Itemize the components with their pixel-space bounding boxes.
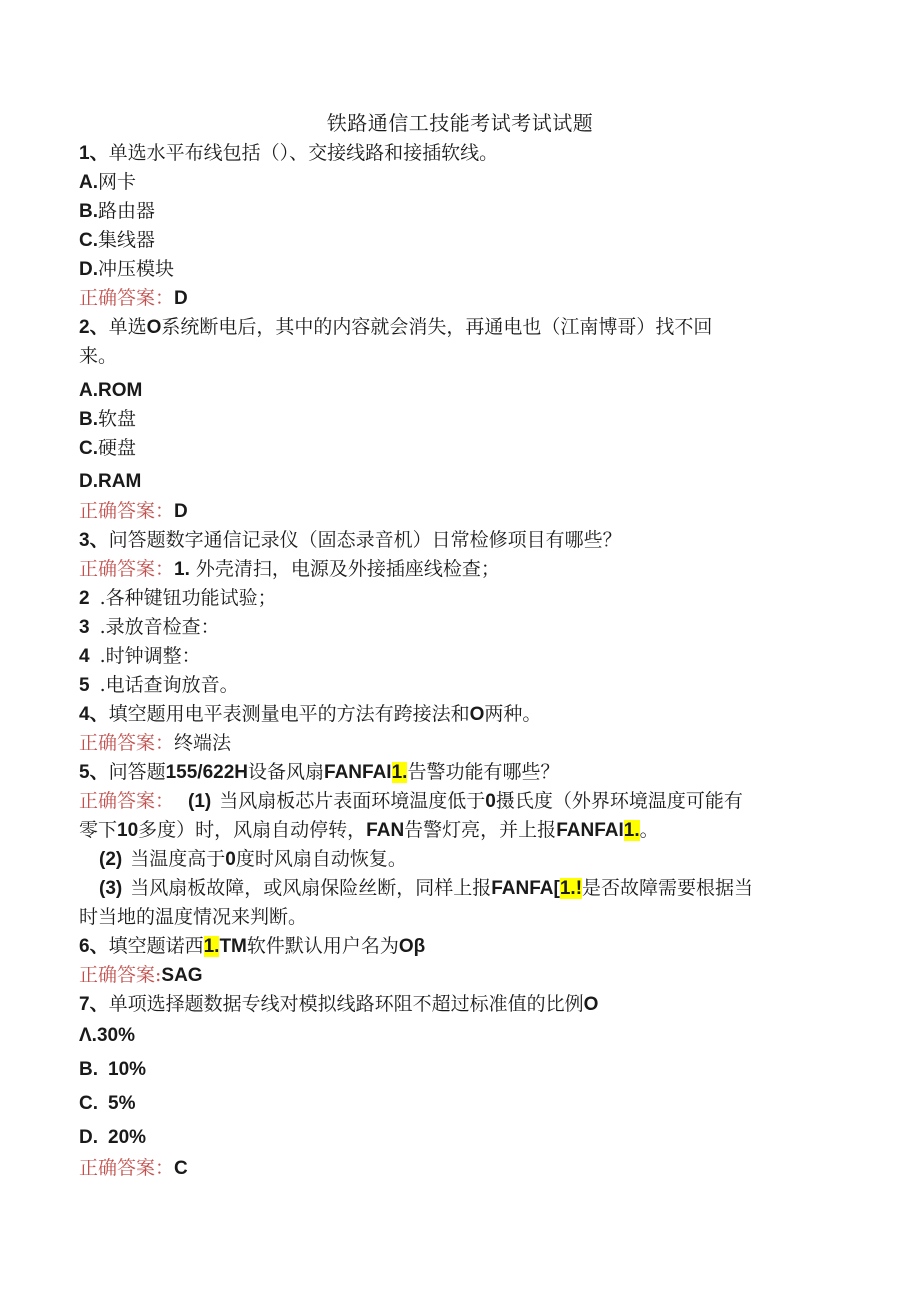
answer-text: 零下 bbox=[79, 819, 118, 841]
answer-3-line-3 bbox=[79, 613, 220, 642]
answer-label: 正确答案： bbox=[79, 790, 175, 812]
item-number: 2 bbox=[79, 588, 90, 609]
option-c bbox=[79, 226, 155, 255]
question-number: 6、 bbox=[79, 936, 109, 957]
answer-1 bbox=[79, 284, 188, 313]
option-text: 集线器 bbox=[98, 229, 156, 251]
question-number: 1、 bbox=[79, 143, 109, 164]
item-text: .录放音检查： bbox=[99, 616, 220, 638]
alarm-code: FANFAI bbox=[556, 820, 624, 841]
answer-label: 正确答案： bbox=[79, 500, 175, 522]
item-text: .时钟调整： bbox=[99, 645, 201, 667]
question-stem: 单选 bbox=[108, 316, 147, 338]
option-text: 软盘 bbox=[98, 408, 137, 430]
option-letter: D. bbox=[79, 259, 98, 280]
question-stem: 两种。 bbox=[484, 703, 542, 725]
option-letter: C. bbox=[79, 438, 98, 459]
question-stem: 单项选择题数据专线对模拟线路环阻不超过标准值的比例 bbox=[108, 993, 584, 1015]
option-a bbox=[79, 1022, 135, 1050]
answer-text: 。 bbox=[639, 819, 659, 841]
answer-text: 当风扇板芯片表面环境温度低于 bbox=[219, 790, 486, 812]
answer-value: C bbox=[174, 1158, 188, 1179]
alarm-code: FANFA[ bbox=[491, 878, 560, 899]
option-text: ROM bbox=[98, 380, 143, 401]
item-number: 4 bbox=[79, 646, 90, 667]
answer-text: 当风扇板故障，或风扇保险丝断，同样上报 bbox=[130, 877, 492, 899]
blank-marker: O bbox=[146, 317, 162, 338]
option-text: 路由器 bbox=[98, 200, 156, 222]
option-letter: A. bbox=[79, 380, 98, 401]
answer-3-line-5 bbox=[79, 671, 239, 700]
item-number: (1) bbox=[188, 791, 212, 812]
answer-5-line-2 bbox=[79, 816, 659, 845]
option-text: 30% bbox=[96, 1025, 135, 1046]
answer-7 bbox=[79, 1154, 188, 1183]
answer-text: 告警灯亮，并上报 bbox=[404, 819, 557, 841]
code: FAN bbox=[366, 820, 405, 841]
option-letter: D. bbox=[79, 471, 98, 492]
highlight-mark: 1.! bbox=[559, 878, 583, 899]
option-letter: A. bbox=[79, 172, 98, 193]
option-text: 硬盘 bbox=[98, 437, 137, 459]
option-text: 5% bbox=[108, 1093, 136, 1114]
value: 0 bbox=[225, 849, 236, 870]
question-number: 7、 bbox=[79, 994, 109, 1015]
answer-text: 度时风扇自动恢复。 bbox=[235, 848, 407, 870]
option-text: 10% bbox=[108, 1059, 147, 1080]
item-text: .各种键钮功能试验； bbox=[99, 587, 277, 609]
answer-label: 正确答案： bbox=[79, 1157, 175, 1179]
option-letter: B. bbox=[79, 1059, 98, 1080]
item-text: 外壳清扫，电源及外接插座线检查； bbox=[195, 558, 500, 580]
answer-5-line-3 bbox=[99, 845, 407, 874]
code: TM bbox=[219, 936, 247, 957]
question-1 bbox=[79, 139, 498, 168]
highlight-mark: 1. bbox=[391, 762, 408, 783]
option-letter: C. bbox=[79, 1093, 98, 1114]
answer-4 bbox=[79, 729, 231, 757]
question-stem: 告警功能有哪些？ bbox=[407, 761, 560, 783]
option-text: RAM bbox=[98, 471, 142, 492]
answer-value: 终端法 bbox=[174, 732, 232, 754]
option-letter: Λ. bbox=[79, 1025, 97, 1046]
option-text: 网卡 bbox=[98, 171, 137, 193]
highlight-mark: 1. bbox=[203, 936, 220, 957]
question-stem: 系统断电后，其中的内容就会消失，再通电也（江南博哥）找不回 bbox=[161, 316, 713, 338]
answer-5-line-4 bbox=[99, 874, 753, 903]
option-c bbox=[79, 1090, 135, 1118]
question-number: 2、 bbox=[79, 317, 109, 338]
question-number: 3、 bbox=[79, 530, 109, 551]
answer-label: 正确答案: bbox=[79, 964, 162, 986]
question-3 bbox=[79, 526, 622, 555]
item-number: (2) bbox=[99, 849, 123, 870]
option-letter: B. bbox=[79, 201, 98, 222]
model-code: 155/622H bbox=[165, 762, 248, 783]
question-stem: 软件默认用户名为 bbox=[246, 935, 399, 957]
option-a bbox=[79, 168, 136, 197]
answer-5-line-5: 时当地的温度情况来判断。 bbox=[79, 906, 308, 928]
question-6 bbox=[79, 932, 425, 961]
option-a bbox=[79, 376, 142, 405]
blank-marker: O bbox=[469, 704, 485, 725]
option-letter: B. bbox=[79, 409, 98, 430]
answer-text: 是否故障需要根据当 bbox=[582, 877, 754, 899]
value: 0 bbox=[485, 791, 496, 812]
option-text: 20% bbox=[108, 1127, 147, 1148]
option-letter: C. bbox=[79, 230, 98, 251]
question-stem: 问答题数字通信记录仪（固态录音机）日常检修项目有哪些？ bbox=[108, 529, 622, 551]
question-stem: 问答题 bbox=[108, 761, 166, 783]
question-2-cont: 来。 bbox=[79, 345, 118, 367]
question-stem: 填空题用电平表测量电平的方法有跨接法和 bbox=[108, 703, 470, 725]
item-number: 1. bbox=[174, 559, 190, 580]
item-text: .电话查询放音。 bbox=[99, 674, 239, 696]
option-b bbox=[79, 1056, 146, 1084]
answer-text: 摄氏度（外界环境温度可能有 bbox=[495, 790, 743, 812]
value: 10 bbox=[117, 820, 139, 841]
question-5 bbox=[79, 758, 559, 787]
answer-3-line-1 bbox=[79, 555, 500, 584]
option-d bbox=[79, 467, 141, 496]
option-b bbox=[79, 197, 155, 226]
option-text: 冲压模块 bbox=[98, 258, 175, 280]
question-number: 4、 bbox=[79, 704, 109, 725]
answer-value: D bbox=[174, 288, 188, 309]
question-number: 5、 bbox=[79, 762, 109, 783]
option-c bbox=[79, 434, 136, 463]
answer-3-line-4 bbox=[79, 642, 201, 671]
option-d bbox=[79, 255, 174, 284]
item-number: (3) bbox=[99, 878, 123, 899]
question-4 bbox=[79, 700, 541, 729]
answer-5-line-1 bbox=[79, 787, 743, 816]
blank-marker: O bbox=[583, 994, 599, 1015]
option-d bbox=[79, 1124, 146, 1152]
question-stem: 填空题诺西 bbox=[108, 935, 204, 957]
answer-value: SAG bbox=[161, 965, 203, 986]
page-title: 铁路通信工技能考试考试试题 bbox=[326, 111, 594, 135]
question-7 bbox=[79, 990, 598, 1019]
answer-label: 正确答案： bbox=[79, 732, 175, 754]
answer-label: 正确答案： bbox=[79, 287, 175, 309]
answer-text: 多度）时，风扇自动停转， bbox=[138, 819, 367, 841]
option-letter: D. bbox=[79, 1127, 98, 1148]
question-2 bbox=[79, 313, 712, 342]
alarm-code: FANFAI bbox=[324, 762, 392, 783]
answer-6 bbox=[79, 961, 203, 990]
question-stem: 单选水平布线包括（）、交接线路和接插软线。 bbox=[108, 142, 499, 164]
answer-text: 当温度高于 bbox=[130, 848, 226, 870]
item-number: 3 bbox=[79, 617, 90, 638]
answer-3-line-2 bbox=[79, 584, 277, 613]
question-stem: 设备风扇 bbox=[248, 761, 325, 783]
answer-label: 正确答案： bbox=[79, 558, 175, 580]
answer-value: D bbox=[174, 501, 188, 522]
item-number: 5 bbox=[79, 675, 90, 696]
blank-marker: Oβ bbox=[398, 936, 426, 957]
option-b bbox=[79, 405, 136, 434]
answer-2 bbox=[79, 497, 188, 526]
highlight-mark: 1. bbox=[623, 820, 640, 841]
